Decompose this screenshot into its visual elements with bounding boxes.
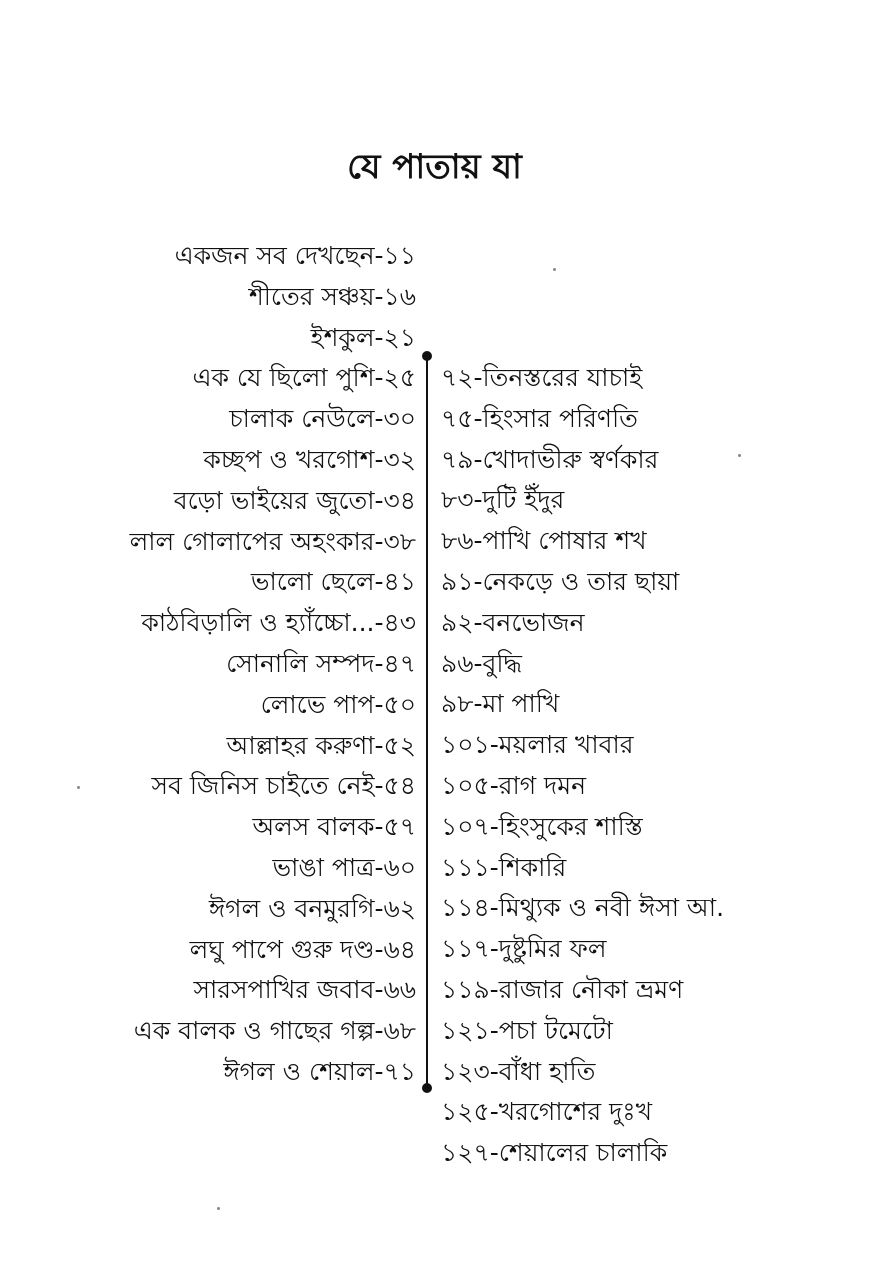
toc-entry: ১১৯-রাজার নৌকা ভ্রমণ bbox=[441, 974, 684, 1004]
toc-entry: ৭৯-খোদাভীরু স্বর্ণকার bbox=[441, 444, 659, 474]
toc-entry: আল্লাহর করুণা-৫২ bbox=[226, 730, 416, 760]
toc-entry: ৭৫-হিংসার পরিণতি bbox=[441, 403, 638, 433]
divider-top-dot bbox=[422, 351, 432, 361]
toc-entry: অলস বালক-৫৭ bbox=[252, 812, 416, 842]
toc-entry: ১২৭-শেয়ালের চালাকি bbox=[441, 1138, 668, 1168]
toc-entry: কচ্ছপ ও খরগোশ-৩২ bbox=[203, 444, 416, 474]
toc-entry: ১১৪-মিথ্যুক ও নবী ঈসা আ. bbox=[441, 893, 725, 923]
paper-speck bbox=[217, 1207, 220, 1210]
toc-entry: একজন সব দেখছেন-১১ bbox=[174, 241, 416, 270]
toc-entry: ইশকুল-২১ bbox=[310, 322, 416, 352]
toc-entry: ভাঙা পাত্র-৬০ bbox=[272, 852, 416, 882]
toc-entry: ৮৬-পাখি পোষার শখ bbox=[441, 526, 647, 556]
page-title: যে পাতায় যা bbox=[347, 147, 522, 187]
paper-speck bbox=[738, 454, 741, 457]
toc-entry: সারসপাখির জবাব-৬৬ bbox=[193, 975, 416, 1005]
toc-entry: ১১৭-দুষ্টুমির ফল bbox=[441, 934, 607, 964]
toc-entry: লঘু পাপে গুরু দণ্ড-৬৪ bbox=[189, 934, 416, 964]
paper-speck bbox=[553, 268, 556, 271]
toc-entry: ঈগল ও শেয়াল-৭১ bbox=[223, 1056, 416, 1086]
toc-entry: চালাক নেউলে-৩০ bbox=[229, 404, 416, 434]
toc-entry: ১২১-পচা টমেটো bbox=[441, 1015, 613, 1045]
toc-entry: লাল গোলাপের অহংকার-৩৮ bbox=[129, 526, 416, 556]
toc-left-column bbox=[130, 236, 416, 1093]
toc-entry: ৯২-বনভোজন bbox=[441, 607, 585, 637]
toc-entry: ৮৩-দুটি ইঁদুর bbox=[441, 485, 565, 515]
toc-entry: ভালো ছেলে-৪১ bbox=[250, 567, 416, 597]
toc-entry: ১২৫-খরগোশের দুঃখ bbox=[441, 1097, 652, 1127]
toc-entry: বড়ো ভাইয়ের জুতো-৩৪ bbox=[173, 485, 416, 515]
toc-entry: শীতের সঞ্চয়-১৬ bbox=[248, 281, 416, 311]
toc-entry: ৯৮-মা পাখি bbox=[441, 689, 560, 719]
toc-entry: এক যে ছিলো পুশি-২৫ bbox=[192, 363, 416, 393]
toc-entry: লোভে পাপ-৫০ bbox=[260, 689, 416, 719]
toc-entry: এক বালক ও গাছের গল্প-৬৮ bbox=[133, 1016, 416, 1046]
toc-entry: ঈগল ও বনমুরগি-৬২ bbox=[208, 893, 416, 923]
toc-entry: সব জিনিস চাইতে নেই-৫৪ bbox=[151, 771, 416, 801]
toc-entry: সোনালি সম্পদ-৪৭ bbox=[226, 648, 416, 678]
toc-entry: কাঠবিড়ালি ও হ্যাঁচ্চো...-৪৩ bbox=[141, 608, 416, 638]
toc-entry: ৭২-তিনস্তরের যাচাই bbox=[441, 363, 643, 392]
column-divider bbox=[426, 356, 428, 1088]
toc-entry: ১০৭-হিংসুকের শাস্তি bbox=[441, 811, 643, 841]
toc-entry: ১০১-ময়লার খাবার bbox=[441, 730, 634, 760]
toc-entry: ১০৫-রাগ দমন bbox=[441, 770, 586, 800]
paper-speck bbox=[77, 786, 80, 789]
toc-entry: ৯১-নেকড়ে ও তার ছায়া bbox=[441, 566, 680, 596]
toc-entry: ৯৬-বুদ্ধি bbox=[441, 648, 522, 678]
divider-bottom-dot bbox=[422, 1083, 432, 1093]
toc-entry: ১২৩-বাঁধা হাতি bbox=[441, 1056, 596, 1086]
toc-right-column bbox=[441, 358, 724, 1174]
toc-entry: ১১১-শিকারি bbox=[441, 852, 567, 882]
